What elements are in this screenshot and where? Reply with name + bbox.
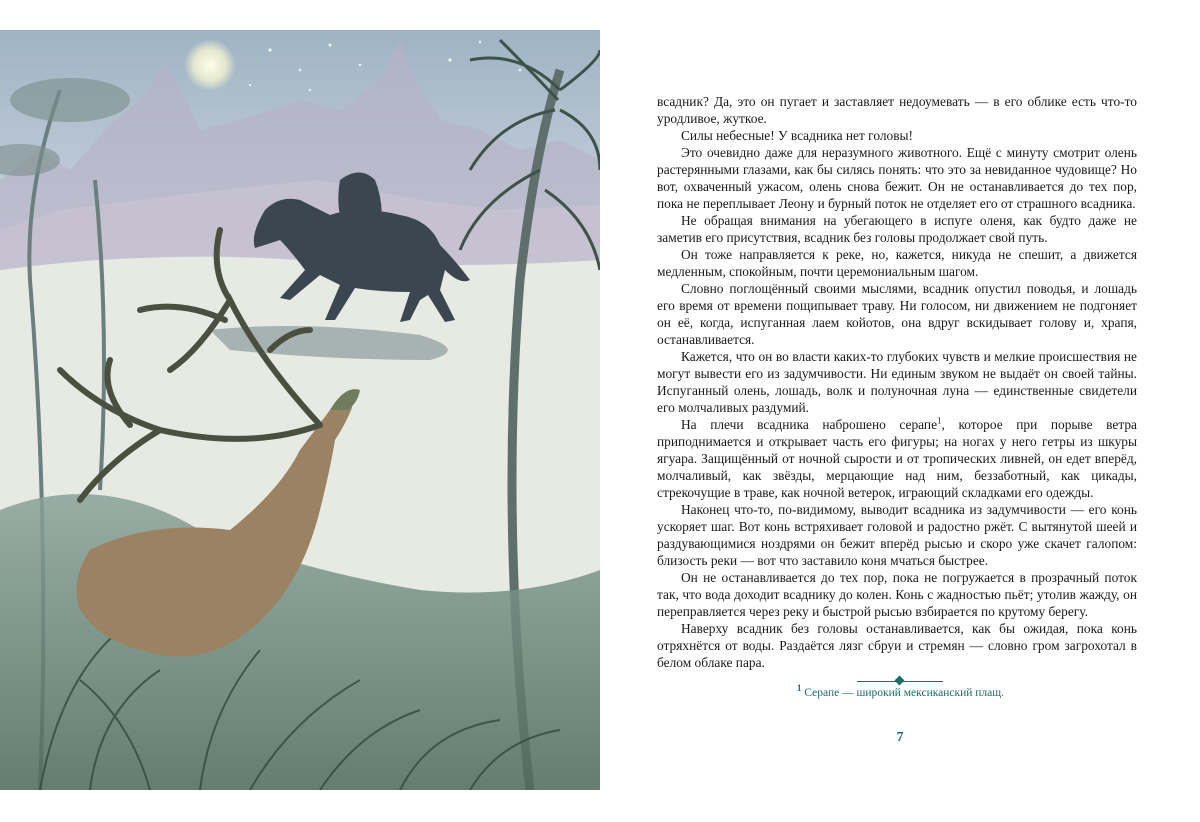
paragraph: Он тоже направляется к реке, но, кажется, никуда не спешит, а движется медленным, спокойным, почти церемониальным шагом. xyxy=(657,247,1137,279)
paragraph: Не обращая внимания на убегающего в испуге оленя, как будто даже не заметив его присутствия, всадник без головы продолжает свой путь. xyxy=(657,213,1137,245)
footnote-reference[interactable]: 1 xyxy=(937,415,942,426)
divider-diamond-icon xyxy=(895,676,905,686)
footnote xyxy=(797,683,1017,699)
footnote-number: 1 xyxy=(797,683,802,694)
paragraph: Это очевидно даже для неразумного животного. Ещё с минуту смотрит олень растерянными глазами, как бы силясь понять: что это за невиданное чудовище? Но вот, охваченный ужасом, олень снова бежит. Он не останавливается до тех пор, пока не переплывает Леону и бурный поток не отделяет его от страшного всадника. xyxy=(657,145,1137,211)
text-column xyxy=(657,93,1137,671)
paragraph-serape xyxy=(657,416,1137,501)
paragraph: Силы небесные! У всадника нет головы! xyxy=(681,128,914,143)
footnote-divider xyxy=(857,675,943,687)
illustration-art xyxy=(0,30,600,790)
paragraph: Словно поглощённый своими мыслями, всадник опустил поводья, и лошадь его время от времени пощипывает траву. Ни голосом, ни движением не подгоняет он её, когда, испуганная лаем койотов, она вдруг вскидывает голову и, храпя, останавливается. xyxy=(657,281,1137,347)
paragraph: Наверху всадник без головы останавливается, как бы ожидая, пока конь отряхнётся от воды. Раздаётся лязг сбруи и стремян — словно гром загрохотал в белом облаке пара. xyxy=(657,621,1137,670)
paragraph: Он не останавливается до тех пор, пока не погружается в прозрачный поток так, что вода доходит всаднику до колен. Конь с жадностью пьёт; утолив жажду, он переправляется через реку и быстрой рысью взбирается по крутому берегу. xyxy=(657,570,1137,619)
paragraph-text: На плечи всадника наброшено серапе xyxy=(681,417,938,432)
paragraph: Кажется, что он во власти каких-то глубоких чувств и мелкие происшествия не могут вывести его из задумчивости. Ни единым звуком не выдаёт он своей тайны. Испуганный олень, лошадь, волк и полуночная луна — единственные свидетели его молчаливых раздумий. xyxy=(657,349,1137,415)
paragraph-text: , которое при порыве ветра приподнимается и открывает часть его фигуры; на ногах у него гетры из шкуры ягуара. Защищённый от ночной сырости и от тропических ливней, он едет вперёд, молчаливый, как звёзды, мерцающие над ним, беззаботный, как цикады, стрекочущие в траве, как ночной ветерок, играющий складками его одежды. xyxy=(657,417,1137,500)
footnote-text: Серапе — широкий мексиканский плащ. xyxy=(804,687,1004,699)
page-number: 7 xyxy=(896,730,904,745)
paragraph: Наконец что-то, по-видимому, выводит всадника из задумчивости — его конь ускоряет шаг. Вот конь встряхивает головой и радостно ржёт. С вытянутой шеей и раздувающимися ноздрями он бежит вперёд рысью и скоро уже скачет галопом: близость реки — вот что заставило коня мчаться быстрее. xyxy=(657,502,1137,568)
paragraph: всадник? Да, это он пугает и заставляет недоумевать — в его облике есть что-то уродливое, жуткое. xyxy=(657,94,1137,126)
book-illustration xyxy=(0,30,600,790)
